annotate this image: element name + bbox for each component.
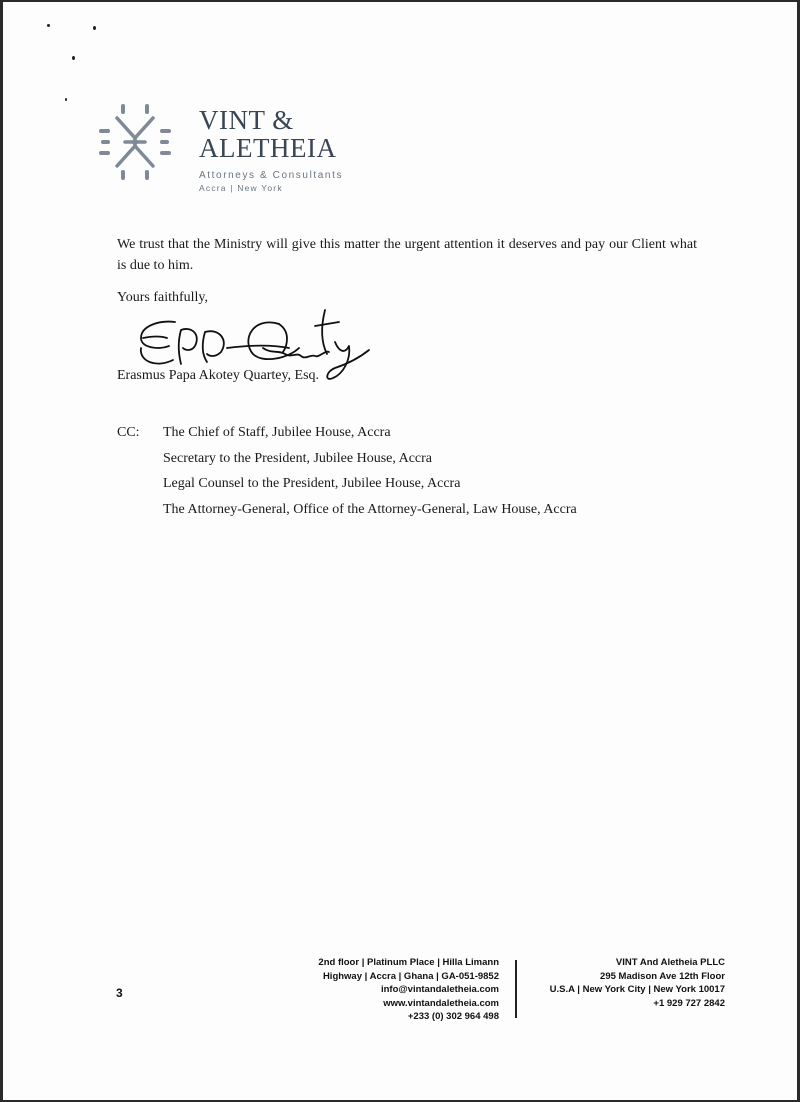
footer-accra-line: Highway | Accra | Ghana | GA-051-9852 [322,970,499,982]
footer-website: www.vintandaletheia.com [383,997,499,1009]
handwritten-signature [129,292,389,392]
footer-accra-line: 2nd floor | Platinum Place | Hilla Limann [318,957,499,968]
footer-ny-line: U.S.A | New York City | New York 10017 [549,984,725,995]
firm-name-line2: ALETHEIA [199,133,337,163]
signer-name: Erasmus Papa Akotey Quartey, Esq. [117,368,320,383]
cc-list [163,425,577,527]
footer-email: info@vintandaletheia.com [380,984,499,995]
letter-body: We trust that the Ministry will give this matter the urgent attention it deserves and pay our Client what is due to him. [117,237,697,273]
footer-ny-phone: +1 929 727 2842 [653,997,725,1009]
cc-recipient: Secretary to the President, Jubilee House, Accra [163,450,433,466]
footer-ny-line: 295 Madison Ave 12th Floor [600,970,725,982]
firm-tagline: Attorneys & Consultants [199,170,344,181]
firm-emblem-icon [95,102,175,182]
firm-name [199,106,336,162]
firm-name-line1: VINT & [199,105,294,135]
firm-locations: Accra | New York [199,183,283,193]
footer-accra-address [261,956,499,1024]
cc-recipient: The Attorney-General, Office of the Attorney-General, Law House, Accra [163,501,577,517]
scan-speck [47,24,50,27]
footer-ny-firm: VINT And Aletheia PLLC [615,957,725,968]
page-number: 3 [116,986,123,1000]
cc-recipient: The Chief of Staff, Jubilee House, Accra [163,425,391,440]
scan-speck [72,56,75,60]
scan-speck [93,26,96,30]
footer-divider [515,960,517,1018]
letter-page [3,2,797,1100]
footer-accra-phone: +233 (0) 302 964 498 [407,1011,499,1022]
footer-newyork-address [527,956,725,1010]
cc-label: CC: [117,425,140,440]
letter-closing: Yours faithfully, [117,290,209,305]
cc-recipient: Legal Counsel to the President, Jubilee House, Accra [163,476,461,491]
scan-speck [65,98,67,101]
